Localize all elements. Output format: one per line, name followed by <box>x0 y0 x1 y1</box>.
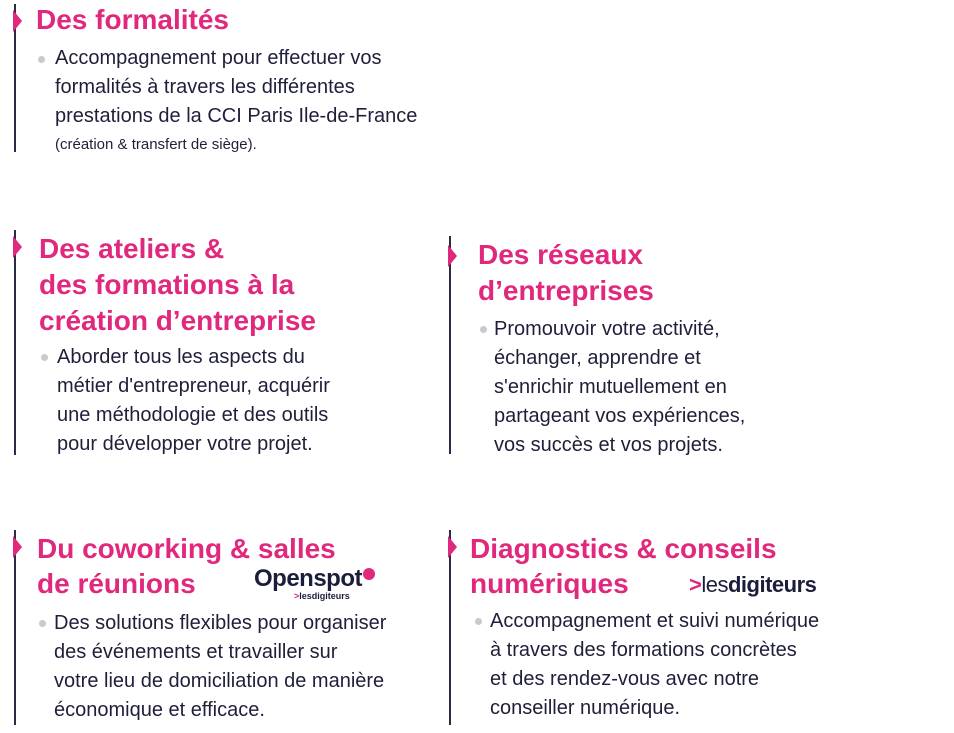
triangle-marker-icon <box>448 245 457 267</box>
section-divider-line <box>14 230 16 455</box>
openspot-logo-word: Openspot <box>254 565 362 592</box>
bullet-icon <box>41 354 48 361</box>
section-divider-line <box>449 236 451 454</box>
section-title-line-1: Des réseaux <box>478 239 644 270</box>
bullet-icon <box>39 620 46 627</box>
section-reseaux <box>449 236 849 454</box>
bullet-icon <box>480 326 487 333</box>
section-ateliers <box>14 230 414 455</box>
bullet-icon <box>475 618 482 625</box>
section-title: Des formalités <box>36 4 229 35</box>
section-title-line-2: numériques <box>470 568 629 599</box>
section-description: Aborder tous les aspects du métier d'entrepreneur, acquérir une méthodologie et des outils pour développer votre projet. <box>57 346 330 455</box>
section-description: Promouvoir votre activité, échanger, apprendre et s'enrichir mutuellement en partageant vos expériences, vos succès et vos projets. <box>494 318 746 456</box>
openspot-logo-subtitle: >lesdigiteurs <box>294 591 350 601</box>
section-coworking <box>14 530 434 725</box>
section-description: Des solutions flexibles pour organiser des événements et travailler sur votre lieu de domiciliation de manière économique et efficace. <box>54 612 387 721</box>
openspot-logo <box>254 565 394 605</box>
section-diagnostics <box>449 530 909 725</box>
section-divider-line <box>449 530 451 725</box>
section-title-line-1: Du coworking & salles <box>37 533 336 564</box>
section-divider-line <box>14 530 16 725</box>
section-title-line-1: Diagnostics & conseils <box>470 533 777 564</box>
section-title-line-2: d’entreprises <box>478 275 654 306</box>
section-title-line-1: Des ateliers & <box>39 233 225 264</box>
lesdigiteurs-logo: >lesdigiteurs <box>689 572 817 597</box>
triangle-marker-icon <box>13 236 22 258</box>
section-description: Accompagnement et suivi numérique à travers des formations concrètes et des rendez-vous avec notre conseiller numérique. <box>490 610 820 719</box>
bullet-icon <box>38 56 45 63</box>
section-note: (création & transfert de siège). <box>55 136 257 153</box>
triangle-marker-icon <box>13 10 22 32</box>
openspot-dot-icon <box>363 568 375 580</box>
triangle-marker-icon <box>448 536 457 558</box>
section-title-line-3: création d’entreprise <box>39 305 316 336</box>
section-title-line-2: de réunions <box>37 568 196 599</box>
section-formalites <box>14 4 534 152</box>
section-title-line-2: des formations à la <box>39 269 295 300</box>
section-description: Accompagnement pour effectuer vos formalités à travers les différentes prestations de la CCI Paris Ile-de-France <box>55 47 418 127</box>
triangle-marker-icon <box>13 536 22 558</box>
